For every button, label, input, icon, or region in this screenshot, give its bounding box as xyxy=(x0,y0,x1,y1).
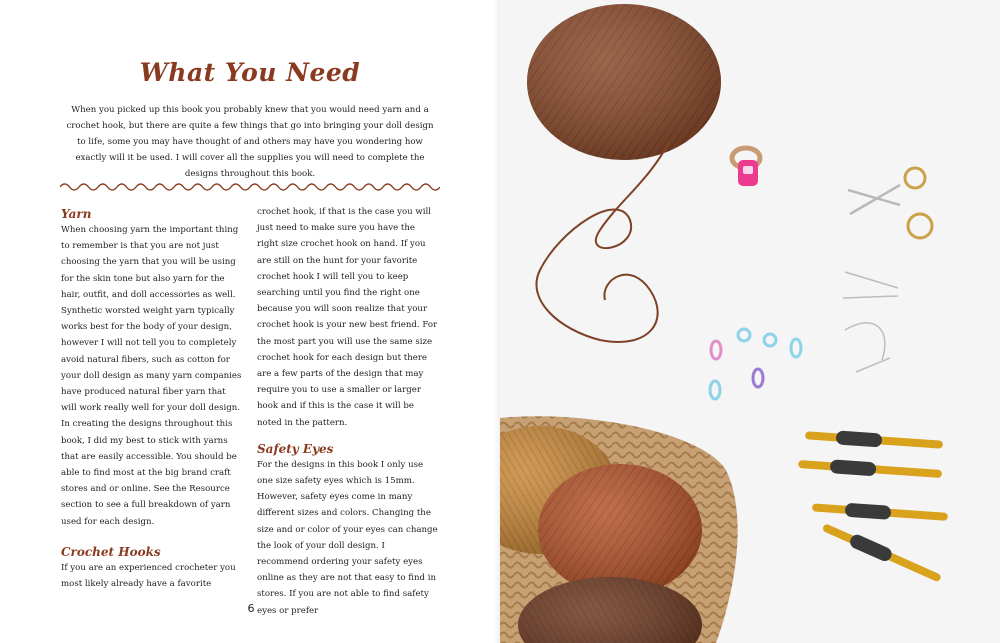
photo-page xyxy=(500,0,1000,643)
yarn-heading: Yarn xyxy=(61,207,92,221)
brown-yarn-skein xyxy=(527,4,721,160)
stitch-markers xyxy=(710,329,801,399)
intro-paragraph: When you picked up this book you probably knew that you would need yarn and a crochet hook, but there are quite a few things that go into bringing your doll design to life, some you may have thought of and others may have you wondering how exactly will it be used. I will cover all the supplies you will need to complete the designs throughout this book. xyxy=(66,105,434,179)
tapestry-needles xyxy=(843,272,898,372)
crochet-hooks-heading: Crochet Hooks xyxy=(61,544,161,559)
scissors-icon xyxy=(848,168,932,238)
crochet-hooks-body-start: If you are an experienced crocheter you most likely already have a favorite xyxy=(61,562,236,590)
yarn-body: When choosing yarn the important thing to remember is that you are not just choosing the yarn that you will be using for the skin tone but also yarn for the hair, outfit, and doll accessories as well. Synthetic worsted weight yarn typically works best for the body of your design, however I will not tell you to completely avoid natural fibers, such as cotton for your doll design as many yarn companies have produced natural fiber yarn that will work really well for your doll design. In creating the designs throughout this book, I did my best to stick with yarns that are easily accessible. You should be able to find most at the big brand craft stores and or online. See the Resource section to see a full breakdown of yarn used for each design. xyxy=(61,225,242,527)
page-title: What You Need xyxy=(139,58,361,87)
crochet-hooks xyxy=(798,428,949,585)
wavy-divider xyxy=(60,181,440,193)
safety-eyes-body: For the designs in this book I only use one size safety eyes which is 15mm. However, safety eyes come in many different sizes and colors. Changing the size and or color of your eyes can change the look of your doll design. I recommend ordering your safety eyes online as they are not that easy to find in stores. If you are not able to find safety eyes or prefer xyxy=(257,459,438,616)
text-column-left xyxy=(61,206,243,592)
rust-yarn-ball xyxy=(538,464,702,596)
safety-eyes-heading: Safety Eyes xyxy=(257,441,334,456)
loose-yarn-strand xyxy=(536,140,670,342)
yarn-basket xyxy=(500,416,738,643)
row-counter xyxy=(732,148,760,186)
crochet-hooks-body-continued: crochet hook, if that is the case you will just need to make sure you have the right size crochet hook on hand. If you are still on the hunt for your favorite crochet hook I will tell you to keep searching until you find the right one because you will soon realize that your crochet hook is your new best friend. For the most part you will use the same size crochet hook for each design but there are a few parts of the design that may require you to use a smaller or larger hook and if this is the case it will be noted in the pattern. xyxy=(257,207,438,428)
text-column-right xyxy=(257,204,439,619)
page-number: 6 xyxy=(247,602,255,615)
supplies-photo xyxy=(500,0,1000,643)
